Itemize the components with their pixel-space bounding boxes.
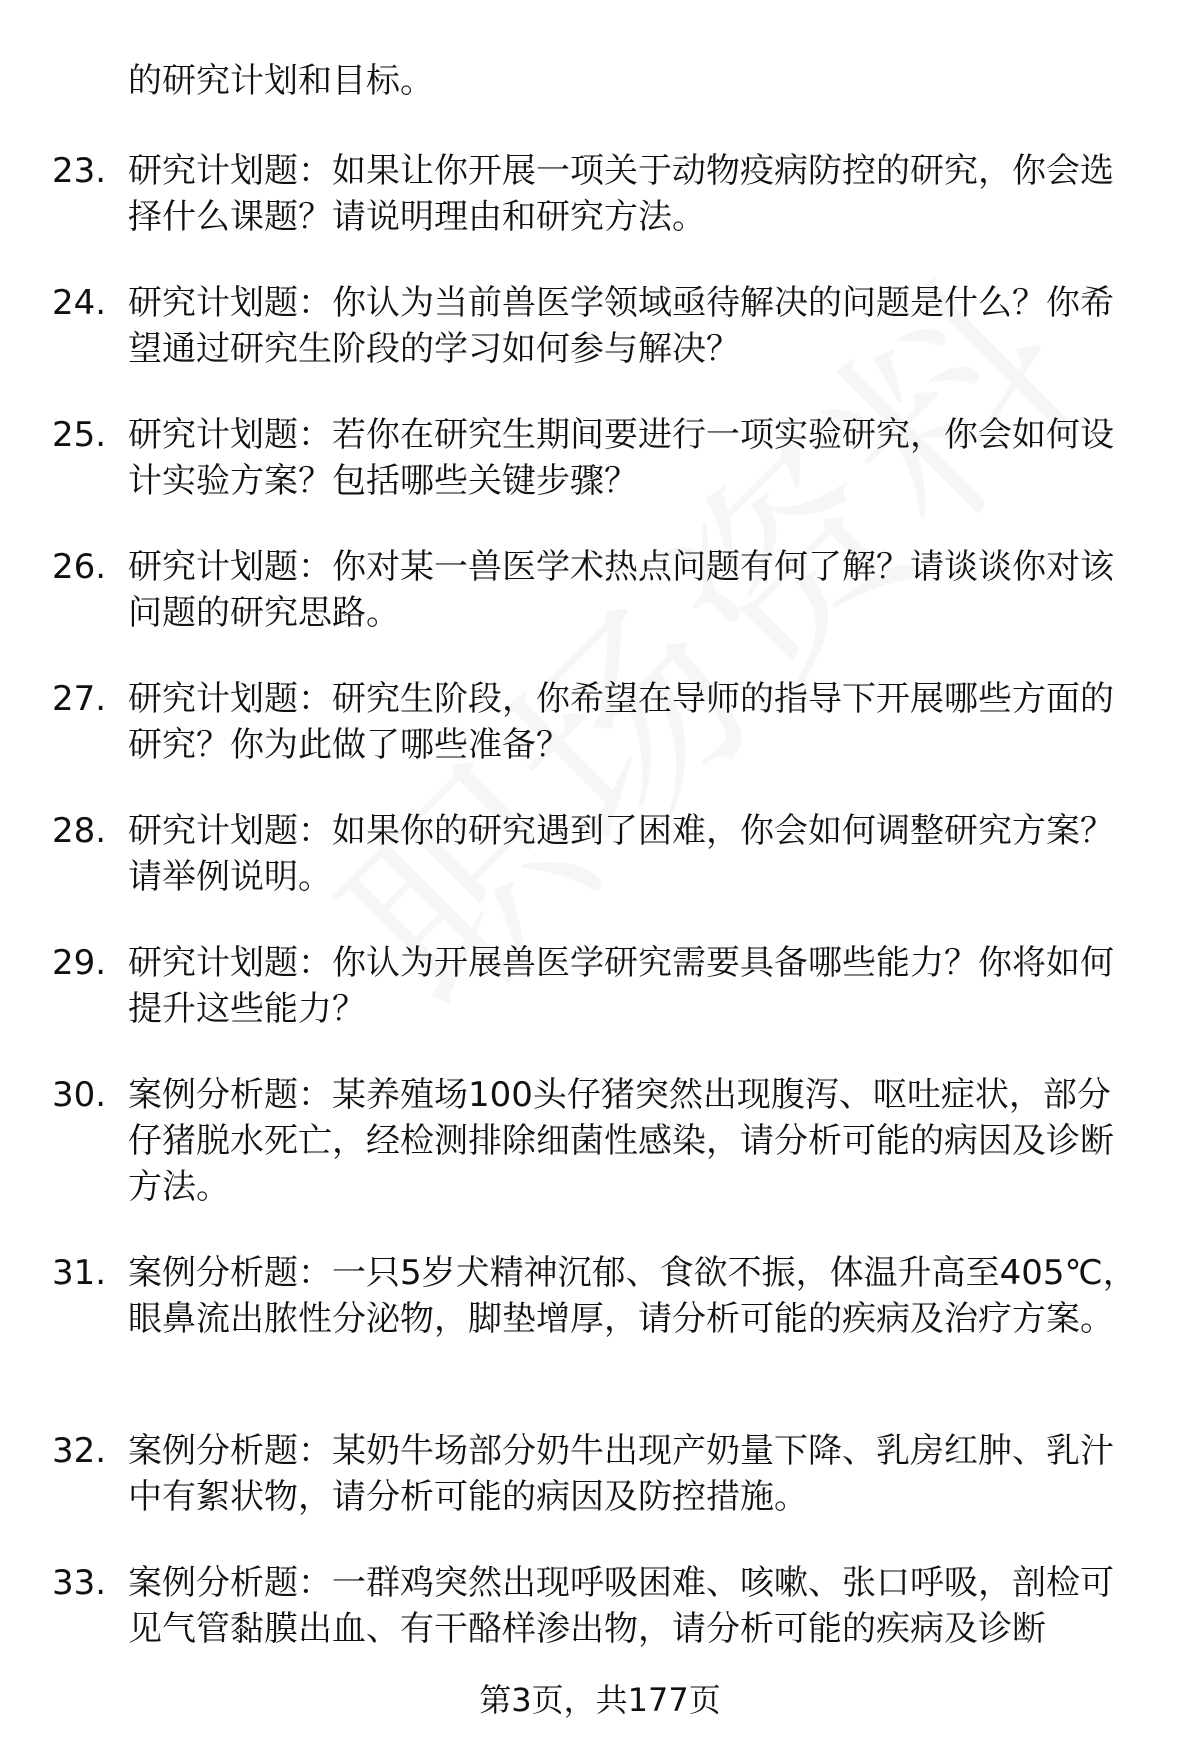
question-number: 32.	[52, 1431, 107, 1471]
question-list	[0, 148, 1200, 1692]
question-text: 研究计划题：你认为当前兽医学领域亟待解决的问题是什么？你希望通过研究生阶段的学习如何参与解决？	[128, 283, 1114, 369]
question-number: 28.	[52, 811, 107, 851]
question-text: 案例分析题：某奶牛场部分奶牛出现产奶量下降、乳房红肿、乳汁中有絮状物，请分析可能的病因及防控措施。	[128, 1431, 1114, 1517]
question-number: 29.	[52, 943, 107, 983]
question-item-28	[0, 808, 1200, 900]
question-item-25	[0, 412, 1200, 504]
question-item-27	[0, 676, 1200, 768]
question-number: 33.	[52, 1563, 107, 1603]
question-text: 案例分析题：一只5岁犬精神沉郁、食欲不振，体温升高至405℃，眼鼻流出脓性分泌物，脚垫增厚，请分析可能的疾病及治疗方案。	[128, 1253, 1137, 1339]
question-number: 25.	[52, 415, 107, 455]
question-number: 30.	[52, 1075, 107, 1115]
question-item-23	[0, 148, 1200, 240]
question-text: 案例分析题：一群鸡突然出现呼吸困难、咳嗽、张口呼吸，剖检可见气管黏膜出血、有干酪样渗出物，请分析可能的疾病及诊断	[128, 1563, 1114, 1649]
question-item-31	[0, 1250, 1200, 1388]
question-number: 24.	[52, 283, 107, 323]
question-text: 研究计划题：若你在研究生期间要进行一项实验研究，你会如何设计实验方案？包括哪些关键步骤？	[128, 415, 1114, 501]
question-text: 研究计划题：研究生阶段，你希望在导师的指导下开展哪些方面的研究？你为此做了哪些准备？	[128, 679, 1114, 765]
continued-question-text: 的研究计划和目标。	[128, 61, 434, 101]
question-text: 研究计划题：如果让你开展一项关于动物疫病防控的研究，你会选择什么课题？请说明理由和研究方法。	[128, 151, 1114, 237]
question-item-24	[0, 280, 1200, 372]
question-item-30	[0, 1072, 1200, 1210]
question-number: 27.	[52, 679, 107, 719]
question-text: 研究计划题：你认为开展兽医学研究需要具备哪些能力？你将如何提升这些能力？	[128, 943, 1114, 1029]
question-text: 案例分析题：某养殖场100头仔猪突然出现腹泻、呕吐症状，部分仔猪脱水死亡，经检测排除细菌性感染，请分析可能的病因及诊断方法。	[128, 1075, 1114, 1207]
question-item-32	[0, 1428, 1200, 1520]
question-number: 26.	[52, 547, 107, 587]
question-item-33	[0, 1560, 1200, 1652]
question-item-26	[0, 544, 1200, 636]
question-number: 23.	[52, 151, 107, 191]
question-number: 31.	[52, 1253, 107, 1293]
question-text: 研究计划题：你对某一兽医学术热点问题有何了解？请谈谈你对该问题的研究思路。	[128, 547, 1114, 633]
question-item-29	[0, 940, 1200, 1032]
question-text: 研究计划题：如果你的研究遇到了困难，你会如何调整研究方案？请举例说明。	[128, 811, 1114, 897]
page-footer: 第3页，共177页	[479, 1681, 721, 1719]
